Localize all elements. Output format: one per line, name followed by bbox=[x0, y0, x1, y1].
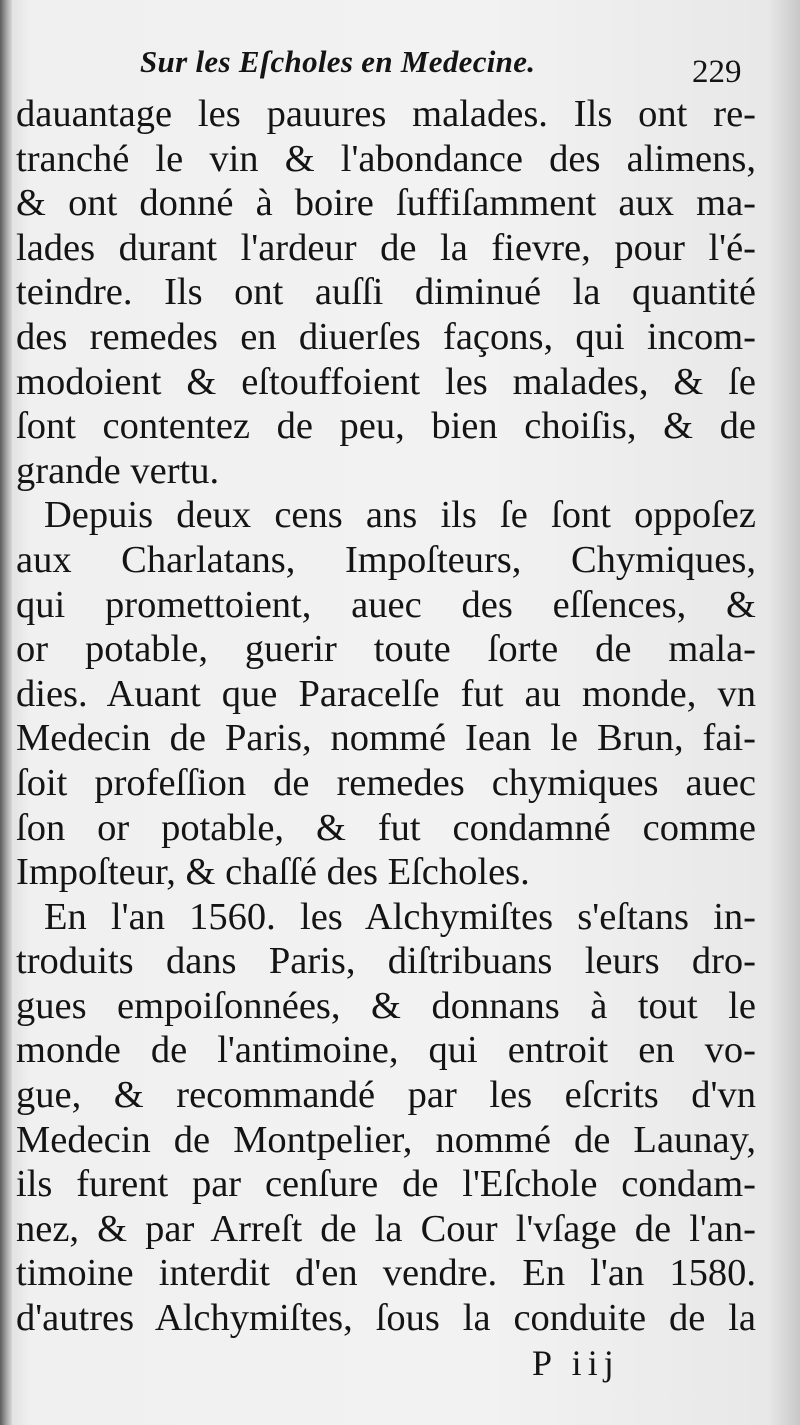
text-line: gue, & recommandé par les eſcrits d'vn bbox=[16, 1074, 756, 1117]
text-line: En l'an 1560. les Alchymiſtes s'eſtans in- bbox=[44, 895, 756, 938]
text-line: lades durant l'ardeur de la fievre, pour l'é- bbox=[16, 226, 756, 269]
text-line: qui promettoient, auec des eſſences, & bbox=[16, 583, 756, 626]
text-line: Medecin de Paris, nommé Iean le Brun, fai- bbox=[16, 717, 756, 760]
text-line: Depuis deux cens ans ils ſe ſont oppoſez bbox=[44, 494, 756, 537]
text-line: aux Charlatans, Impoſteurs, Chymiques, bbox=[16, 538, 756, 581]
body-text bbox=[16, 92, 756, 1341]
text-line: Impoſteur, & chaſſé des Eſcholes. bbox=[16, 851, 530, 894]
text-line: Medecin de Montpelier, nommé de Launay, bbox=[16, 1118, 756, 1161]
text-line: grande vertu. bbox=[16, 449, 220, 492]
text-line: dies. Auant que Paracelſe fut au monde, vn bbox=[16, 672, 756, 715]
text-line: ſont contentez de peu, bien choiſis, & de bbox=[16, 405, 756, 448]
text-line: nez, & par Arreſt de la Cour l'vſage de l'an- bbox=[16, 1207, 756, 1250]
text-line: des remedes en diuerſes façons, qui incom- bbox=[16, 315, 756, 358]
text-line: & ont donné à boire ſuffiſamment aux ma- bbox=[16, 182, 756, 225]
running-head: Sur les Eſcholes en Medecine. bbox=[140, 44, 536, 79]
text-line: troduits dans Paris, diſtribuans leurs dro- bbox=[16, 940, 756, 983]
text-line: or potable, guerir toute ſorte de mala- bbox=[16, 628, 756, 671]
text-line: teindre. Ils ont auſſi diminué la quantité bbox=[16, 271, 756, 314]
signature-mark: P iij bbox=[532, 1343, 620, 1383]
text-line: ils furent par cenſure de l'Eſchole condam- bbox=[16, 1163, 756, 1206]
text-line: gues empoiſonnées, & donnans à tout le bbox=[16, 984, 756, 1027]
page-edge-shadow bbox=[0, 0, 12, 1425]
text-line: tranché le vin & l'abondance des alimens, bbox=[16, 137, 756, 180]
text-line: ſon or potable, & fut condamné comme bbox=[16, 806, 756, 849]
page-number: 229 bbox=[692, 54, 742, 90]
text-line: d'autres Alchymiſtes, ſous la conduite de la bbox=[16, 1297, 756, 1340]
text-line: timoine interdit d'en vendre. En l'an 1580. bbox=[16, 1252, 756, 1295]
text-line: modoient & eſtouffoient les malades, & ſe bbox=[16, 360, 756, 403]
text-line: ſoit profeſſion de remedes chymiques auec bbox=[16, 761, 756, 804]
text-line: dauantage les pauures malades. Ils ont re- bbox=[16, 93, 756, 135]
text-line: monde de l'antimoine, qui entroit en vo- bbox=[16, 1029, 756, 1072]
